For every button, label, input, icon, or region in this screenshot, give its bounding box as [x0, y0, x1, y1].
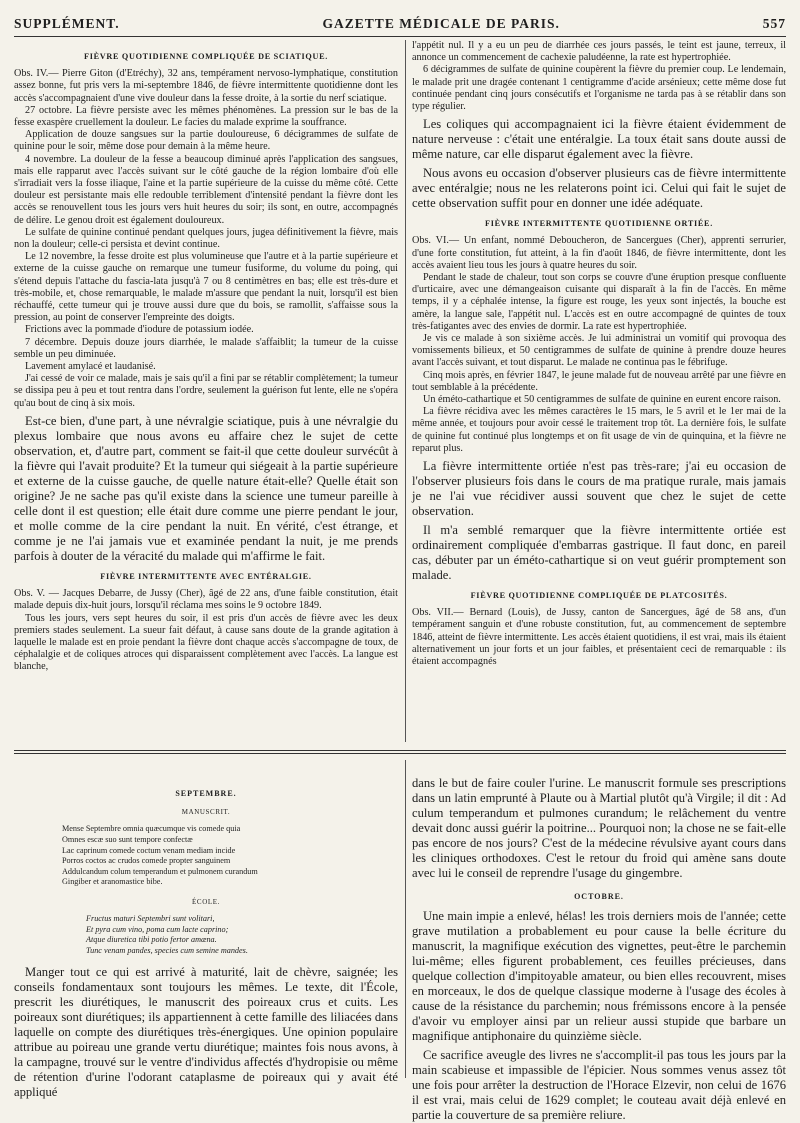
commentary-paragraph: Il m'a semblé remarquer que la fièvre intermittente ortiée est ordinairement compliquée d'embarras gastrique. Il faut donc, en pareil cas, débuter par un éméto-cathartique si on veut guérir promptement son malade. — [412, 523, 786, 583]
header-page-number: 557 — [762, 16, 786, 31]
paragraph: Lavement amylacé et laudanisé. — [25, 361, 156, 373]
verse-line: Fructus maturi Septembri sunt volitari, — [86, 914, 215, 924]
paragraph: Cinq mois après, en février 1847, le jeune malade fut de nouveau arrêté par une fièvre en tout semblable à la précédente. — [412, 369, 786, 393]
paragraph: Je vis ce malade à son sixième accès. Je lui administrai un vomitif qui provoqua des vomissements bilieux, et 50 centigrammes de sulfate de quinine à prendre douze heures avant l'accès suivant, et tout disparut. Le malade ne continua pas le fébrifuge. — [412, 333, 786, 369]
section-title-ortiee: FIÈVRE INTERMITTENTE QUOTIDIENNE ORTIÉE. — [485, 219, 713, 229]
section-title-enteralgie: FIÈVRE INTERMITTENTE AVEC ENTÉRALGIE. — [100, 571, 312, 581]
observation-4: Obs. IV.— Pierre Giton (d'Etréchy), 32 ans, tempérament nervoso-lymphatique, constitution assez bonne, fut pris vers la mi-septembre 1846, de fièvre intermittente quotidienne dont les accès s'accompagnaient d'une vive douleur dans la fesse droite, à la sortie du nerf sciatique. — [14, 68, 398, 104]
month-title-september: SEPTEMBRE. — [175, 789, 237, 798]
commentary-paragraph: Ce sacrifice aveugle des livres ne s'accomplit-il pas tous les jours par la main scabieuse et impassible de l'épicier. Nous sommes venus assez tôt une fois pour arrêter la destruction de l'Horace Elzevir, non celui de 1676 il est vrai, mais celui de 1629 complet; le couteau avait déjà enlevé en partie la couverture de sa première reliure. — [412, 1048, 786, 1123]
top-left-column — [14, 44, 398, 740]
commentary-paragraph: Les coliques qui accompagnaient ici la fièvre étaient évidemment de nature nerveuse : c'était une entéralgie. La toux était sans doute aussi de même nature, car elle disparut également avec la fièvre. — [412, 117, 786, 162]
verse-line: Porros coctos ac crudos comede propter sanguinem — [62, 856, 231, 866]
top-right-column — [412, 40, 786, 740]
header-supplement: SUPPLÉMENT. — [14, 16, 120, 31]
section-title-sciatique: FIÈVRE QUOTIDIENNE COMPLIQUÉE DE SCIATIQUE. — [84, 52, 328, 61]
paragraph: 27 octobre. La fièvre persiste avec les mêmes phénomènes. La pression sur le bas de la fesse exaspère cruellement la douleur. Le facies du malade exprime la souffrance. — [14, 104, 398, 129]
latin-verses-ecole — [14, 914, 398, 956]
page-header — [14, 12, 786, 32]
section-title-platcosites: FIÈVRE QUOTIDIENNE COMPLIQUÉE DE PLATCOSITÉS. — [470, 591, 728, 601]
bottom-left-column — [14, 782, 398, 1099]
paragraph: Le 12 novembre, la fesse droite est plus volumineuse que l'autre et à la partie supérieure et externe de la cuisse gauche on remarque une tumeur fusiforme, du volume du poing, qui s'étend depuis l'attache du fascia-lata jusqu'à 7 ou 8 centimètres en bas; elle est très-dure et très-mobile, et, chose remarquable, le malade m'assure que pendant la nuit, lorsqu'il est bien réchauffé, cette tumeur qui je trouve aussi dure que du bois, se ramollit, s'affaisse sous la pression, au point de conserver l'empreinte des doigts. — [14, 251, 398, 324]
paragraph: Pendant le stade de chaleur, tout son corps se couvre d'une éruption presque confluente d'urticaire, avec une démangeaison cuisante qui disparaît à la fin de l'accès. En même temps, il y a céphalée intense, la figure est rouge, les yeux sont injectés, la bouche est amère, la langue sale, l'appétit nul. L'accès est en outre accompagné de quintes de toux très-fatigantes avec des envies de dormir. La rate est hypertrophiée. — [412, 272, 786, 332]
ecole-label: ÉCOLE. — [192, 897, 220, 906]
latin-verses-manuscript — [14, 824, 398, 888]
commentary-paragraph: Nous avons eu occasion d'observer plusieurs cas de fièvre intermittente avec entéralgie; nous ne les relaterons point ici. Celui qui fait le sujet de cette observation suffit pour en donner une idée adéquate. — [412, 166, 786, 211]
paragraph: Le sulfate de quinine continué pendant quelques jours, jugea définitivement la fièvre, mais non la douleur; celle-ci persista et devint continue. — [14, 226, 398, 251]
paragraph: Un éméto-cathartique et 50 centigrammes de sulfate de quinine en eurent encore raison. — [423, 394, 781, 406]
commentary-paragraph: Manger tout ce qui est arrivé à maturité, lait de chèvre, saignée; les conseils fondamentaux sont toujours les mêmes. Le texte, dit l'École, prescrit les diurétiques, le manuscrit des poireaux crus et cuits. Les poireaux sont diurétiques; ils appartiennent à cette famille des liliacées dans laquelle on compte des diurétiques très-énergiques. Une opinion populaire attribue au poireau une grande vertu diurétique; maintes fois nous avons, à la campagne, trouvé sur le ventre d'individus affectés d'hydropisie ou même de rétention d'urine l'odorant cataplasme de poireaux qui y avait été appliqué — [14, 964, 398, 1099]
paragraph: La fièvre récidiva avec les mêmes caractères le 15 mars, le 5 avril et le 1er mai de la même année, et toujours pour avoir cessé le traitement trop tôt. La dernière fois, le sulfate de quinine fut continué plus longtemps et on fit usage de vin de quinquina, et la fièvre ne reparut plus. — [412, 406, 786, 454]
commentary-paragraph: dans le but de faire couler l'urine. Le manuscrit formule ses prescriptions dans un latin emprunté à Plaute ou à Martial plutôt qu'à Virgile; il dit : Ad culum temperandum et pulmones curandum; le relâchement du ventre devait donc aussi guérir la poitrine... Pourquoi non; la chose ne se fait-elle pas encore de nos jours? C'est de la médecine révulsive ayant cours dans les cliniques orthodoxes. C'est le retour du froid qui amène sans doute avec lui le conseil de reprendre l'usage du gingembre. — [412, 776, 786, 880]
verse-line: Addulcandum colum temperandum et pulmonem curandum — [62, 866, 258, 876]
header-rule — [14, 36, 786, 37]
paragraph: Tous les jours, vers sept heures du soir, il est pris d'un accès de fièvre avec les deux premiers stades seulement. La sueur fait défaut, à cause sans doute de la grande agitation à laquelle le malade est en proie pendant la fièvre dont chaque accès s'accompagne de toux, de céphalalgie et de coliques atroces qui disparaissent complètement avec l'accès. La langue est blanche, — [14, 612, 398, 673]
header-gazette-title: GAZETTE MÉDICALE DE PARIS. — [322, 16, 560, 31]
column-divider-bottom — [405, 760, 406, 1078]
column-divider — [405, 40, 406, 742]
paragraph: 4 novembre. La douleur de la fesse a beaucoup diminué après l'application des sangsues, mais elle rapparut avec l'accès suivant sur le côté gauche de la région lombaire d'où elle s'irradiait vers la fosse iliaque, l'aine et la partie supérieure de la cuisse du même côté. Cette douleur est persistante mais elle redouble terriblement d'intensité pendant la fièvre dont les accès se renouvellent tous les jours vers huit heures du soir; ils sont, en outre, accompagnés de délire. Le genou droit est également douloureux. — [14, 153, 398, 226]
paragraph: Frictions avec la pommade d'iodure de potassium iodée. — [25, 324, 254, 336]
verse-line: Et pyra cum vino, poma cum lacte caprino; — [86, 924, 229, 934]
paragraph: J'ai cessé de voir ce malade, mais je sais qu'il a fini par se rétablir complètement; la tumeur se dissipa peu à peu et tout rentra dans l'ordre, seulement la guérison fut lente, elle ne s'opéra qu'au bout de cinq à six mois. — [14, 373, 398, 409]
month-title-october: OCTOBRE. — [574, 892, 624, 901]
paragraph: l'appétit nul. Il y a eu un peu de diarrhée ces jours passés, le teint est jaune, terreux, il annonce un commencement de cachexie paludéenne, la rate est hypertrophiée. — [412, 40, 786, 64]
verse-line: Omnes escæ suo sunt tempore confectæ — [62, 835, 193, 844]
feuilleton-rule-double — [14, 753, 786, 754]
verse-line: Atque diuretica tibi potio fertor amæna. — [86, 935, 217, 945]
verse-line: Tunc venam pandes, species cum semine mandes. — [86, 945, 248, 955]
observation-6: Obs. VI.— Un enfant, nommé Deboucheron, de Sancergues (Cher), apprenti serrurier, d'une forte constitution, fut atteint, à la fin d'août 1846, de fièvre intermittente, dont les accès avaient lieu tous les jours à quatre heures du soir. — [412, 235, 786, 271]
manuscript-label: MANUSCRIT. — [181, 808, 231, 817]
commentary-paragraph: Est-ce bien, d'une part, à une névralgie sciatique, puis à une névralgie du plexus lombaire que nous avons eu affaire chez le sujet de cette observation, et, d'autre part, comment se fait-il que cette douleur survécût à la fièvre qui l'avait produite? Et la tumeur qui siégeait à la partie supérieure et externe de la cuisse gauche, de quelle nature était-elle? Quelle était son origine? Je ne sache pas qu'il existe dans la science une tumeur pareille à celle dont il est question; elle était dure comme une pierre pendant le jour, et molle comme de la cire pendant la nuit. En vérité, c'est étrange, et comme je ne l'ai jamais vue et examinée pendant la nuit, je me prends parfois à douter de la véracité du malade qui m'affirme le fait. — [14, 413, 398, 563]
paragraph: 6 décigrammes de sulfate de quinine coupèrent la fièvre du premier coup. Le lendemain, le malade prit une dragée contenant 1 centigramme d'acide arsénieux; cette même dose fut continuée pendant cinq jours consécutifs et l'organisme ne tarda pas à se rétablir dans son type régulier. — [412, 64, 786, 113]
bottom-right-column — [412, 776, 786, 1123]
verse-line: Lac caprinum comede coctum venam mediam incide — [62, 845, 236, 855]
paragraph: 7 décembre. Depuis douze jours diarrhée, le malade s'affaiblit; la tumeur de la cuisse semble un peu diminuée. — [14, 336, 398, 360]
commentary-paragraph: Une main impie a enlevé, hélas! les trois derniers mois de l'année; cette grave mutilation a probablement eu pour cause la belle écriture du manuscrit, la magnifique exécution des vignettes, peut-être le parchemin lui-même; elles figurent probablement, ces feuilles précieuses, dans quelque collection d'impitoyable amateur, ou bien elles recouvrent, mises en morceaux, le dos de quelque classique moderne à l'usage des écoles à cause de la résistance du parchemin; nous frémissons encore à la pensée d'avoir vu employer ainsi par un relieur aussi stupide que barbare un magnifique antiphonaire du quinzième siècle. — [412, 909, 786, 1044]
observation-5: Obs. V. — Jacques Debarre, de Jussy (Cher), âgé de 22 ans, d'une faible constitution, était malade depuis dix-huit jours, lorsqu'il réclama mes soins le 9 octobre 1849. — [14, 588, 398, 612]
feuilleton-rule — [14, 750, 786, 751]
verse-line: Gingiber et aranomastice bibe. — [62, 877, 163, 887]
commentary-paragraph: La fièvre intermittente ortiée n'est pas très-rare; j'ai eu occasion de l'observer plusieurs fois dans le cours de ma pratique rurale, mais jamais je ne l'ai vue récidiver aussi souvent que chez le sujet de cette observation. — [412, 459, 786, 519]
verse-line: Mense Septembre omnia quæcumque vis comede quia — [62, 824, 241, 834]
observation-7: Obs. VII.— Bernard (Louis), de Jussy, canton de Sancergues, âgé de 58 ans, d'un tempérament sanguin et d'une robuste constitution, fut, au commencement de septembre 1846, atteint de fièvre intermittente. Les accès étaient quotidiens, il est vrai, mais ils étaient alternativement un jour forts et un jour faibles, et présentaient ceci de remarquable : ils étaient accompagnés — [412, 607, 786, 668]
paragraph: Application de douze sangsues sur la partie douloureuse, 6 décigrammes de sulfate de quinine pour le soir, même dose pour demain à la même heure. — [14, 129, 398, 153]
